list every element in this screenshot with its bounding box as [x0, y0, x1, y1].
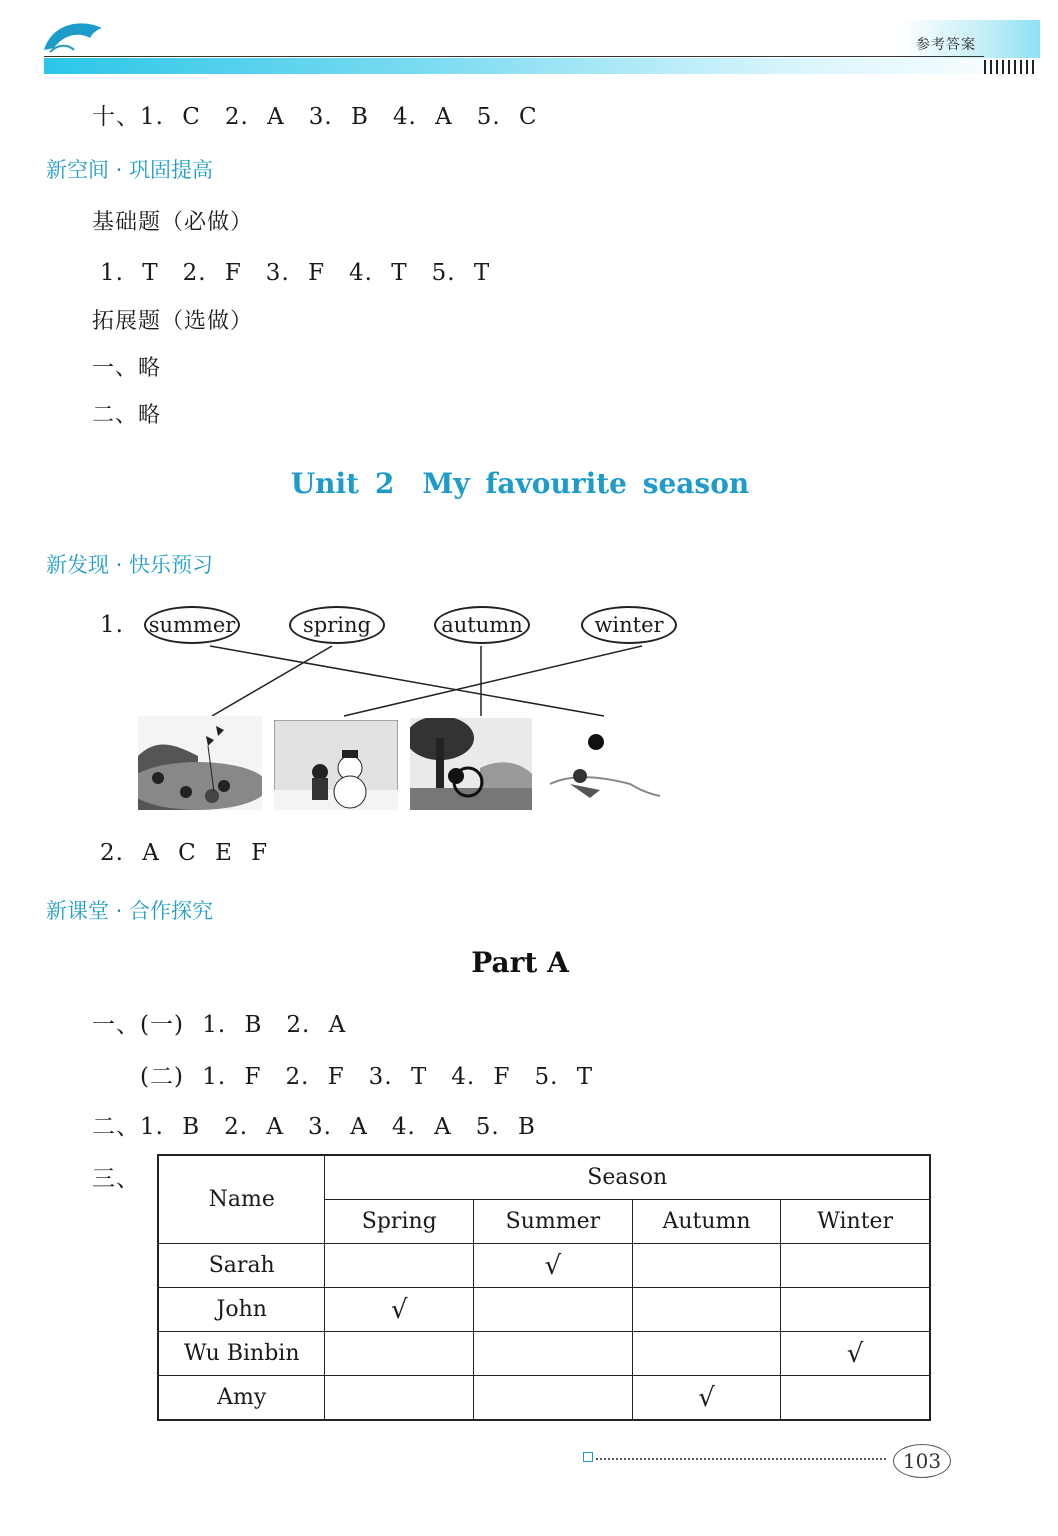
row-mark — [632, 1244, 781, 1288]
row-mark — [474, 1376, 633, 1421]
basic-answers: 1. T 2. F 3. F 4. T 5. T — [100, 260, 491, 286]
table-row — [158, 1376, 930, 1421]
row-name: Wu Binbin — [158, 1332, 325, 1376]
row-mark — [781, 1244, 930, 1288]
picture-summer-sun — [540, 724, 662, 810]
table-header-winter: Winter — [781, 1200, 930, 1244]
match-line-summer — [210, 646, 604, 716]
row-mark — [474, 1332, 633, 1376]
table-header-season: Season — [325, 1155, 930, 1200]
basic-label: 基础题（必做） — [92, 210, 254, 235]
oval-word-autumn: autumn — [434, 606, 530, 644]
oval-word-summer: summer — [144, 606, 240, 644]
row-name: Amy — [158, 1376, 325, 1421]
table-header-spring: Spring — [325, 1200, 474, 1244]
answer-line-2: 二、1. B 2. A 3. A 4. A 5. B — [92, 1114, 536, 1140]
picture-winter-snowman — [274, 720, 398, 810]
answer-line-3-label: 三、 — [92, 1166, 140, 1192]
row-mark: √ — [474, 1244, 633, 1288]
oval-word-spring: spring — [289, 606, 385, 644]
section-title-consolidate: 新空间 · 巩固提高 — [46, 158, 214, 182]
footer-square-icon — [583, 1452, 593, 1462]
table-row — [158, 1332, 930, 1376]
row-mark — [781, 1376, 930, 1421]
dolphin-logo-icon — [40, 14, 110, 58]
extension-answer-2: 二、略 — [92, 403, 162, 428]
row-mark — [325, 1376, 474, 1421]
question-1-number: 1. — [100, 612, 124, 638]
picture-spring-kite — [138, 716, 262, 810]
row-mark: √ — [325, 1288, 474, 1332]
section-title-classroom: 新课堂 · 合作探究 — [46, 899, 214, 923]
extension-label: 拓展题（选做） — [92, 309, 254, 334]
part-title: Part A — [471, 946, 569, 979]
table-row — [158, 1288, 930, 1332]
footer-dotted-rule — [596, 1458, 886, 1460]
row-mark — [632, 1332, 781, 1376]
answer-line-1: 一、(一) 1. B 2. A — [92, 1012, 347, 1038]
row-mark — [632, 1288, 781, 1332]
page-number: 103 — [893, 1444, 951, 1478]
header-label: 参考答案 — [916, 37, 976, 53]
header-bar — [44, 58, 1040, 74]
match-line-spring — [212, 646, 332, 716]
table-header-name: Name — [158, 1155, 325, 1244]
match-line-winter — [344, 646, 642, 716]
row-mark — [781, 1288, 930, 1332]
row-mark — [474, 1288, 633, 1332]
table-row — [158, 1244, 930, 1288]
section-title-preview: 新发现 · 快乐预习 — [46, 553, 214, 577]
table-header-summer: Summer — [474, 1200, 633, 1244]
picture-autumn-tree — [410, 718, 532, 810]
header-rule — [44, 56, 984, 57]
extension-answer-1: 一、略 — [92, 356, 162, 381]
row-mark: √ — [781, 1332, 930, 1376]
question-2-answer: 2. A C E F — [100, 840, 269, 866]
oval-word-winter: winter — [581, 606, 677, 644]
header-barcode — [984, 60, 1038, 74]
answer-line-1b: (二) 1. F 2. F 3. T 4. F 5. T — [140, 1064, 594, 1090]
row-name: John — [158, 1288, 325, 1332]
table-header-autumn: Autumn — [632, 1200, 781, 1244]
row-mark — [325, 1244, 474, 1288]
answer-line-ten: 十、1. C 2. A 3. B 4. A 5. C — [92, 104, 538, 130]
row-name: Sarah — [158, 1244, 325, 1288]
season-table — [157, 1154, 931, 1421]
row-mark — [325, 1332, 474, 1376]
row-mark: √ — [632, 1376, 781, 1421]
unit-title: Unit 2 My favourite season — [290, 467, 750, 500]
